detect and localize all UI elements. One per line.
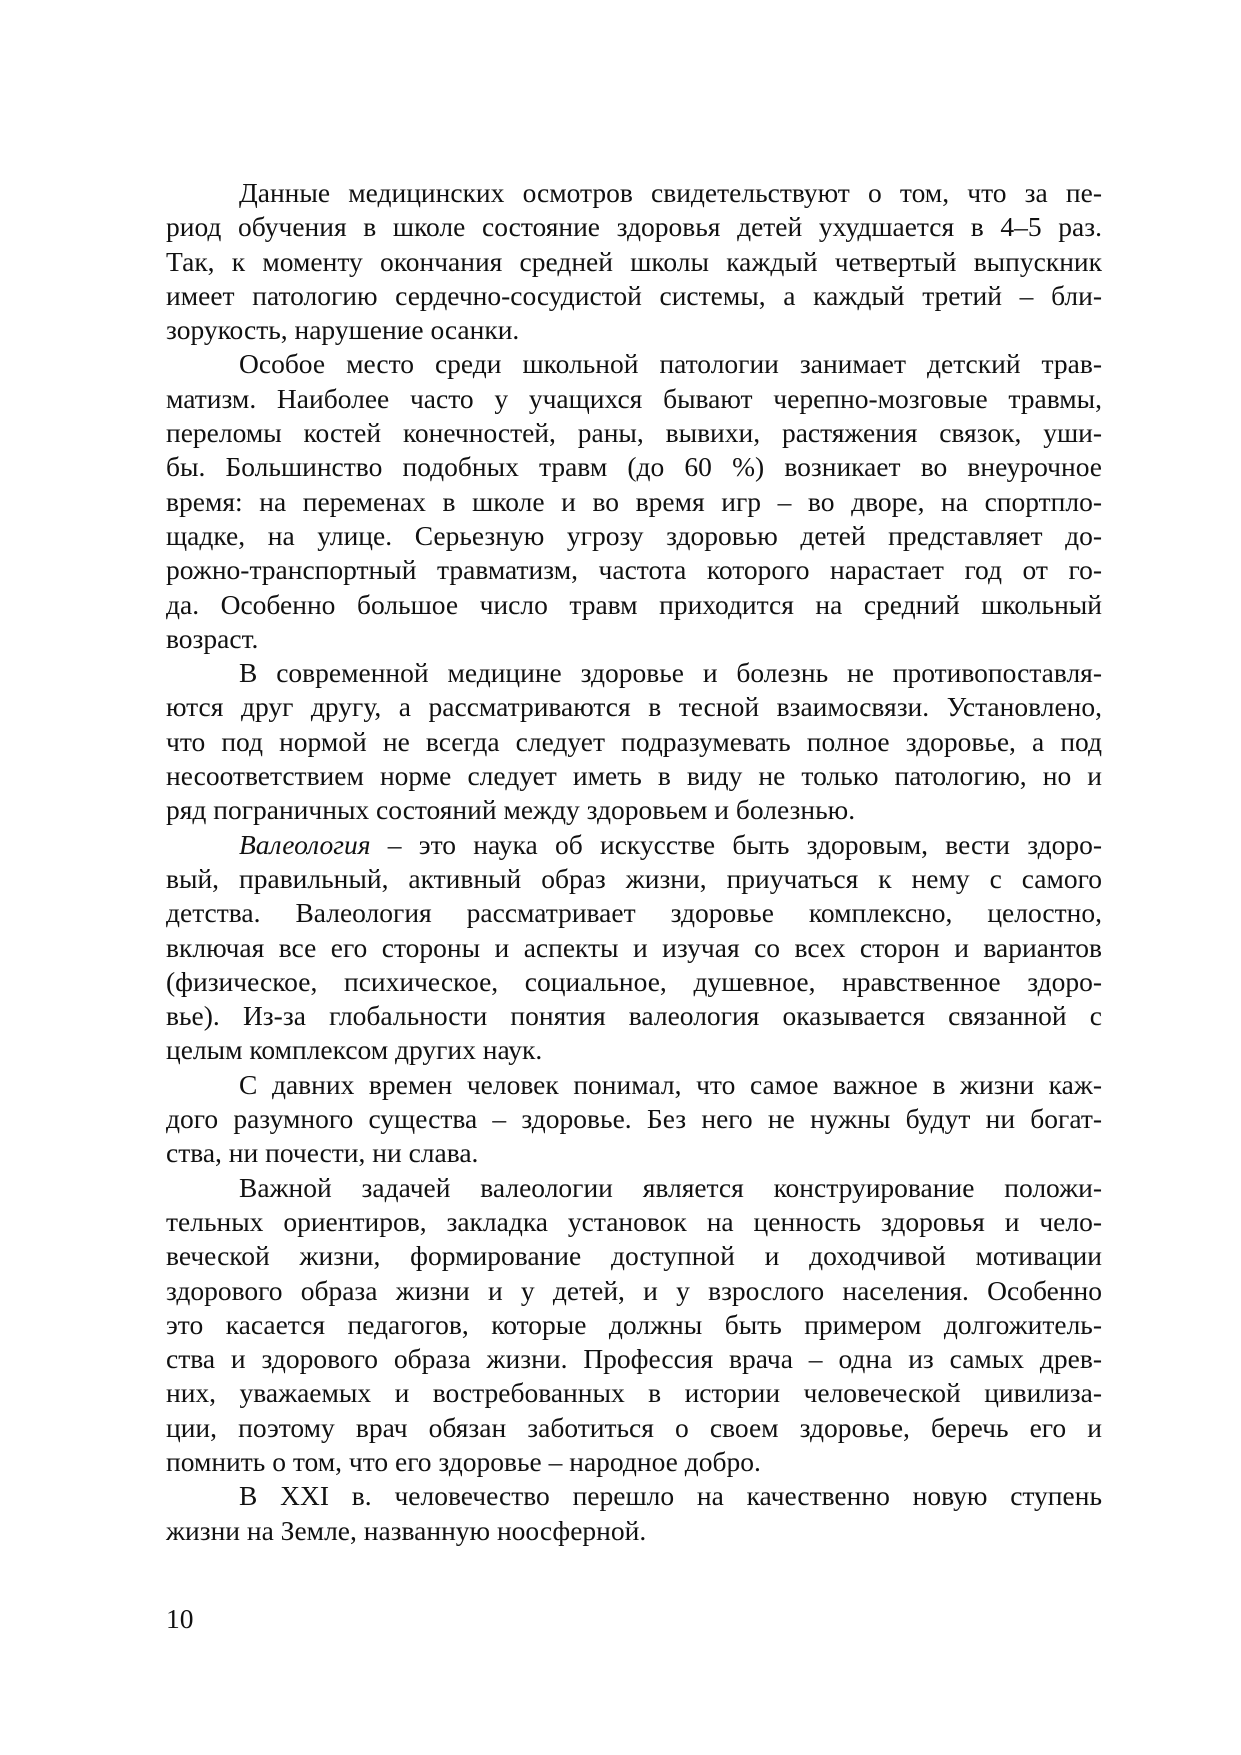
paragraph (166, 1068, 1102, 1171)
text-line: зорукость, нарушение осанки. (166, 314, 520, 346)
text-line: них, уважаемых и востребованных в истории человеческой цивилиза- (166, 1377, 1102, 1409)
text-line: что под нормой не всегда следует подразумевать полное здоровье, а под (166, 725, 1102, 757)
text-line: вый, правильный, активный образ жизни, приучаться к нему с самого (166, 862, 1102, 894)
text-line: рожно-транспортный травматизм, частота которого нарастает год от го- (166, 554, 1102, 586)
text-line: вье). Из-за глобальности понятия валеология оказывается связанной с (166, 1000, 1102, 1032)
text-line: риод обучения в школе состояние здоровья детей ухудшается в 4–5 раз. (166, 211, 1102, 243)
text-line: возраст. (166, 622, 259, 654)
paragraph (166, 1479, 1102, 1548)
text-line: ряд пограничных состояний между здоровьем и болезнью. (166, 794, 856, 826)
text-line: да. Особенно большое число травм приходится на средний школьный (166, 588, 1102, 620)
text-line: С давних времен человек понимал, что самое важное в жизни каж- (239, 1068, 1102, 1100)
text-line: детства. Валеология рассматривает здоровье комплексно, целостно, (166, 897, 1102, 929)
text-line: дого разумного существа – здоровье. Без него не нужны будут ни богат- (166, 1103, 1102, 1135)
text-line: время: на переменах в школе и во время игр – во дворе, на спортпло- (166, 485, 1102, 517)
text-line: ства, ни почести, ни слава. (166, 1137, 479, 1169)
text-line: включая все его стороны и аспекты и изучая со всех сторон и вариантов (166, 931, 1102, 963)
text-line: бы. Большинство подобных травм (до 60 %) возникает во внеурочное (166, 451, 1102, 483)
text-line: веческой жизни, формирование доступной и доходчивой мотивации (166, 1240, 1102, 1272)
text-line: (физическое, психическое, социальное, душевное, нравственное здоро- (166, 965, 1102, 997)
paragraph (166, 347, 1102, 656)
paragraph (166, 828, 1102, 1068)
text-line: В современной медицине здоровье и болезнь не противопоставля- (239, 657, 1102, 689)
text-line: имеет патологию сердечно-сосудистой системы, а каждый третий – бли- (166, 279, 1102, 311)
text-line: В XXI в. человечество перешло на качественно новую ступень (239, 1480, 1102, 1512)
text-line: ции, поэтому врач обязан заботиться о своем здоровье, беречь его и (166, 1411, 1102, 1443)
text-line: целым комплексом других наук. (166, 1034, 543, 1066)
text-line (166, 828, 1102, 862)
text-line: тельных ориентиров, закладка установок на ценность здоровья и чело- (166, 1205, 1102, 1237)
text-line: это касается педагогов, которые должны быть примером долгожитель- (166, 1308, 1102, 1340)
paragraph (166, 1171, 1102, 1480)
text-line: несоответствием норме следует иметь в виду не только патологию, но и (166, 760, 1102, 792)
text-line: Данные медицинских осмотров свидетельствуют о том, что за пе- (239, 177, 1102, 208)
text-line: Так, к моменту окончания средней школы каждый четвертый выпускник (166, 245, 1102, 277)
text-line: здорового образа жизни и у детей, и у взрослого населения. Особенно (166, 1274, 1102, 1306)
text-line: ства и здорового образа жизни. Профессия врача – одна из самых древ- (166, 1343, 1102, 1375)
paragraph (166, 656, 1102, 827)
text-line: Особое место среди школьной патологии занимает детский трав- (239, 348, 1102, 380)
text-line: щадке, на улице. Серьезную угрозу здоровью детей представляет до- (166, 519, 1102, 551)
text-line: матизм. Наиболее часто у учащихся бывают черепно-мозговые травмы, (166, 382, 1102, 414)
text-line: ются друг другу, а рассматриваются в тесной взаимосвязи. Установлено, (166, 691, 1102, 723)
paragraph (166, 176, 1102, 347)
text-line: Важной задачей валеологии является конструирование положи- (239, 1171, 1102, 1203)
text-line: переломы костей конечностей, раны, вывихи, растяжения связок, уши- (166, 417, 1102, 449)
text-line: помнить о том, что его здоровье – народное добро. (166, 1445, 761, 1477)
text-line: жизни на Земле, названную ноосферной. (166, 1514, 647, 1546)
text-fragment: – это наука об искусстве быть здоровым, вести здоро- (370, 828, 1102, 860)
page-number: 10 (166, 1603, 194, 1634)
italic-term: Валеология (239, 828, 371, 860)
body-text (166, 176, 1102, 1548)
